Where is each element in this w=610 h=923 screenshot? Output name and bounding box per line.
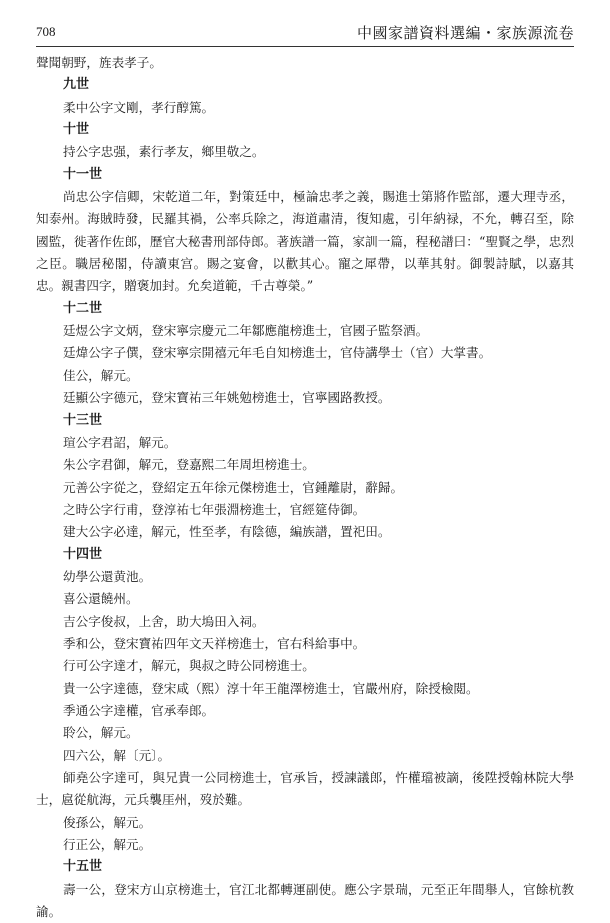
running-title: 中國家譜資料選編・家族源流卷 <box>356 24 574 42</box>
generation-heading: 十一世 <box>63 166 103 182</box>
biography-entry: 聆公，解元。 <box>63 725 139 741</box>
biography-entry: 喜公還饒州。 <box>63 591 139 607</box>
generation-heading: 十世 <box>63 122 90 138</box>
biography-entry: 貴一公字達德，登宋咸（熙）淳十年王龍澤榜進士，官嚴州府，除授檢閲。 <box>63 680 479 696</box>
biography-entry: 元善公字從之，登紹定五年徐元傑榜進士，官鍾離尉，辭歸。 <box>63 479 404 495</box>
biography-entry: 佳公，解元。 <box>63 367 139 383</box>
generation-heading: 十二世 <box>63 300 103 316</box>
biography-entry: 壽一公，登宋方山京榜進士，官江北都轉運副使。應公字景瑞，元至正年間舉人，官餘杭教諭。 <box>36 881 574 920</box>
page-header <box>36 22 574 47</box>
biography-entry: 師堯公字達可，與兄貴一公同榜進士，官承旨，授諫議郎，忤權璫被謫，後陞授翰林院大學士，扈從航海，元兵襲厓州，歿於難。 <box>36 770 574 808</box>
generation-heading: 十三世 <box>63 412 103 428</box>
generation-heading: 十五世 <box>63 859 103 875</box>
biography-entry: 四六公，解〔元〕。 <box>63 747 171 763</box>
biography-entry: 尚忠公字信卿，宋乾道二年，對策廷中，極論忠孝之義，賜進士第將作監部，遷大理寺丞，知泰州。海賊時發，民羅其禍，公率兵除之，海道肅清，復知處，引年納禄，不允，轉召至，除國監，徙著作佐郎，歷官大秘書刑部侍郎。著族譜一篇，家訓一篇，程秘譜曰：“聖賢之學，忠烈之臣。職居秘閣，侍讀東宫。賜之宴會，以歡其心。寵之犀帶，以華其射。御製詩賦，以嘉其忠。親書四字，贈褒加封。允矣道範，千古尊榮。” <box>36 189 574 294</box>
biography-entry: 季通公字達權，官承奉郎。 <box>63 702 215 718</box>
page-number: 708 <box>36 24 56 39</box>
biography-entry: 柔中公字文剛，孝行醇篤。 <box>63 99 215 115</box>
biography-entry: 持公字忠强，素行孝友，鄉里敬之。 <box>63 144 265 160</box>
biography-entry: 季和公，登宋寶祐四年文天祥榜進士，官右科給事中。 <box>63 635 366 651</box>
biography-entry: 之時公字行甫，登淳祐七年張淵榜進士，官經筵侍御。 <box>63 501 366 517</box>
biography-entry: 幼學公還黄池。 <box>63 568 152 584</box>
biography-entry: 吉公字俊叔，上舍，助大塢田入祠。 <box>63 613 265 629</box>
biography-entry: 行可公字達才，解元，與叔之時公同榜進士。 <box>63 658 315 674</box>
continued-paragraph: 聲聞朝野，旌表孝子。 <box>36 55 162 70</box>
biography-entry: 廷煒公字子僎，登宋寧宗開禧元年毛自知榜進士，官侍講學士（官）大掌書。 <box>63 345 492 361</box>
biography-entry: 廷顯公字德元，登宋寶祐三年姚勉榜進士，官寧國路教授。 <box>63 390 391 406</box>
biography-entry: 行正公，解元。 <box>63 837 152 853</box>
biography-entry: 建大公字必達，解元，性至孝，有陰德，編族譜，置祀田。 <box>63 524 391 540</box>
generation-heading: 十四世 <box>63 546 103 562</box>
biography-entry: 朱公字君御，解元，登嘉熙二年周坦榜進士。 <box>63 457 315 473</box>
document-body <box>36 52 574 923</box>
biography-entry: 俊孫公，解元。 <box>63 814 152 830</box>
biography-entry: 廷煜公字文炳，登宋寧宗慶元二年鄒應龍榜進士，官國子監祭酒。 <box>63 323 429 339</box>
generation-heading: 九世 <box>63 77 90 93</box>
biography-entry: 瑄公字君詔，解元。 <box>63 434 177 450</box>
